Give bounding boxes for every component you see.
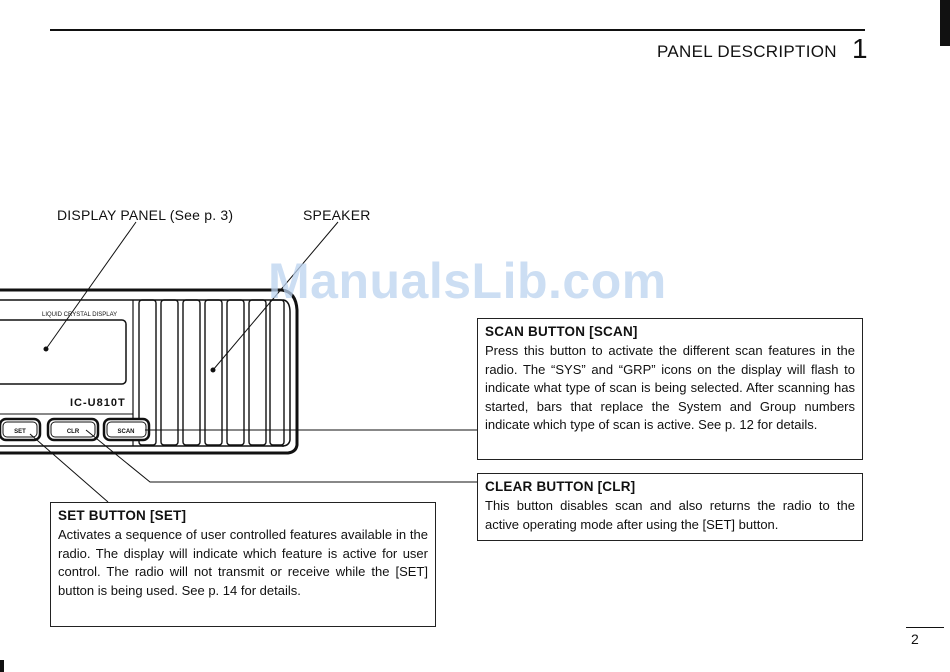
scan-box-body: Press this button to activate the different scan features in the radio. The “SYS” and “GRP” icons on the display will flash to indicate what type of scan is being selected. After scanning has started, bars that replace the System and Group numbers indicate which type of scan is active. See p. 12 for details. — [485, 343, 855, 432]
section-title: PANEL DESCRIPTION — [657, 42, 837, 61]
display-panel-callout: DISPLAY PANEL (See p. 3) — [57, 207, 234, 223]
watermark: ManualsLib.com — [268, 253, 667, 309]
lcd-window — [0, 320, 126, 384]
clr-box-body: This button disables scan and also returns the radio to the active operating mode after using the [SET] button. — [485, 498, 855, 532]
set-box-body: Activates a sequence of user controlled features available in the radio. The display will indicate which feature is active for user control. The radio will not transmit or receive while the [SET] button is being used. See p. 14 for details. — [58, 527, 428, 598]
model-label: IC-U810T — [70, 397, 126, 409]
grille-slot — [249, 300, 266, 445]
lcd-label: LIQUID CRYSTAL DISPLAY — [42, 312, 118, 318]
scan-button-description — [477, 318, 863, 460]
speaker-grille — [139, 300, 284, 445]
section-number: 1 — [852, 33, 868, 64]
radio-body-inner-right — [282, 300, 290, 446]
grille-slot — [183, 300, 200, 445]
set-box-title: SET BUTTON [SET] — [58, 508, 187, 523]
display-leader-line — [46, 222, 136, 349]
page-number: 2 — [911, 631, 919, 647]
speaker-callout: SPEAKER — [303, 207, 371, 223]
clear-button-description — [477, 473, 863, 541]
set-button-label: SET — [14, 429, 26, 435]
grille-slot — [205, 300, 222, 445]
page-number-rule — [906, 627, 944, 628]
scan-box-title: SCAN BUTTON [SCAN] — [485, 324, 638, 339]
grille-slot — [270, 300, 284, 445]
edge-mark — [0, 660, 4, 672]
grille-slot — [227, 300, 244, 445]
set-button-description — [50, 502, 436, 627]
clr-button-label: CLR — [66, 429, 80, 435]
display-leader-dot — [44, 347, 48, 351]
speaker-leader-dot — [211, 368, 215, 372]
scan-button-label: SCAN — [117, 429, 135, 435]
clr-box-title: CLEAR BUTTON [CLR] — [485, 479, 636, 494]
set-leader-line — [30, 434, 108, 502]
grille-slot — [161, 300, 178, 445]
